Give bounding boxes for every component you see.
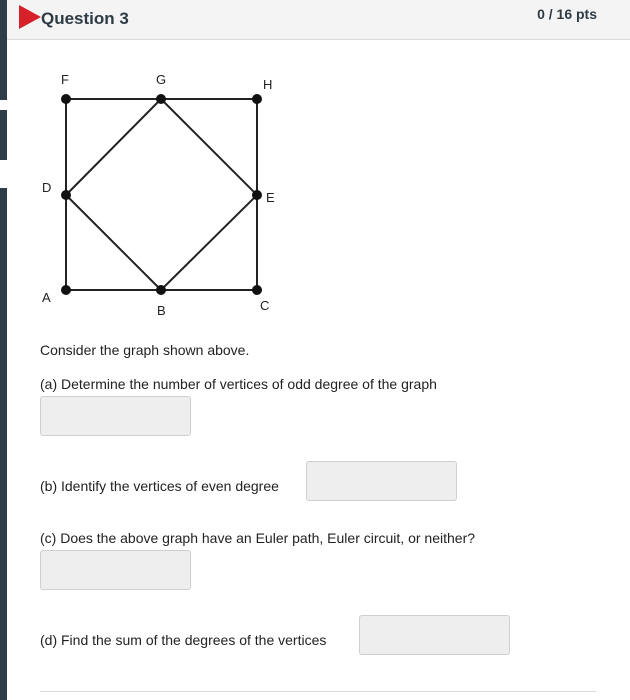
vertex-d <box>61 190 71 200</box>
graph-figure <box>30 62 290 332</box>
question-part-c: (c) Does the above graph have an Euler path, Euler circuit, or neither? <box>40 530 476 546</box>
edge-e-g <box>161 99 257 195</box>
vertex-c <box>252 285 262 295</box>
answer-a-input[interactable] <box>40 396 191 436</box>
vertex-label-d: D <box>42 180 52 195</box>
answer-d-input[interactable] <box>359 615 510 655</box>
left-sidebar-strip <box>0 0 7 700</box>
question-title: Question 3 <box>41 9 129 28</box>
vertex-b <box>156 285 166 295</box>
vertex-label-b: B <box>157 303 166 318</box>
flag-icon <box>19 5 41 29</box>
question-header <box>7 0 630 40</box>
vertex-label-e: E <box>266 190 275 205</box>
question-part-b: (b) Identify the vertices of even degree <box>40 478 279 494</box>
question-part-a: (a) Determine the number of vertices of odd degree of the graph <box>40 376 437 392</box>
vertex-label-h: H <box>263 77 273 92</box>
answer-c-input[interactable] <box>40 550 191 590</box>
vertex-h <box>252 94 262 104</box>
answer-b-input[interactable] <box>306 461 457 501</box>
vertex-label-f: F <box>61 72 69 87</box>
vertex-e <box>252 190 262 200</box>
question-points: 0 / 16 pts <box>537 6 597 22</box>
vertex-f <box>61 94 71 104</box>
edge-d-b <box>66 195 161 290</box>
vertex-label-g: G <box>156 72 167 87</box>
vertex-label-a: A <box>42 290 51 305</box>
edge-b-e <box>161 195 257 290</box>
bottom-divider <box>40 691 596 692</box>
sidebar-gap <box>0 160 7 188</box>
edge-g-d <box>66 99 161 195</box>
question-intro: Consider the graph shown above. <box>40 342 250 358</box>
vertex-a <box>61 285 71 295</box>
vertex-g <box>156 94 166 104</box>
question-part-d: (d) Find the sum of the degrees of the vertices <box>40 632 327 648</box>
vertex-label-c: C <box>260 298 270 313</box>
sidebar-gap <box>0 100 7 110</box>
